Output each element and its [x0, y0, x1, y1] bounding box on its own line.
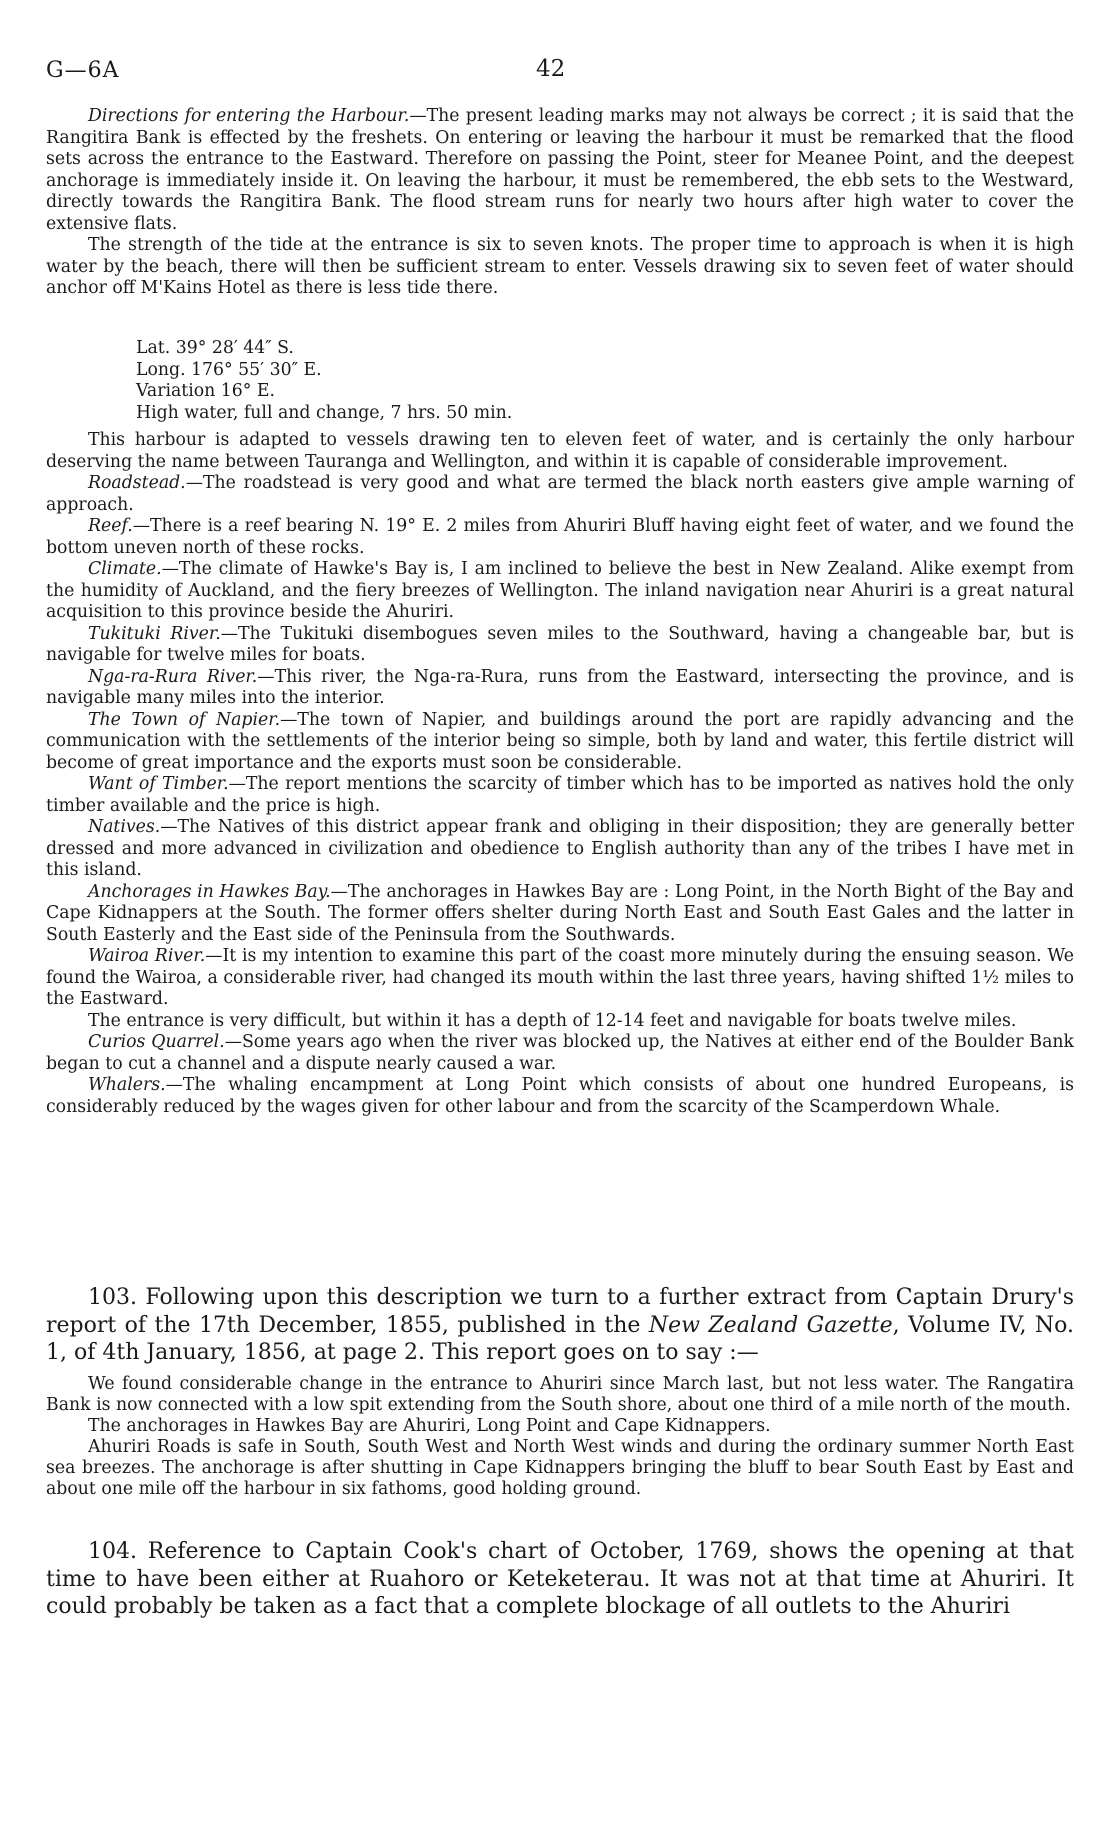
quote-paragraph [46, 667, 1074, 710]
paragraph-text: 104. Reference to Captain Cook's chart of October, 1769, shows the opening at that time to have been either at Ruahoro or Keteketerau. It was not at that time at Ahuriri. It could probably be taken as a fact that a complete blockage of all outlets to the Ahuriri [46, 1539, 1074, 1619]
quote-paragraph [46, 817, 1074, 882]
quote-paragraph [46, 882, 1074, 947]
quote-paragraph [46, 946, 1074, 1011]
paragraph-heading: Natives. [88, 817, 161, 837]
quote-paragraph [46, 1374, 1074, 1416]
paragraph-text: We found considerable change in the entrance to Ahuriri since March last, but not less water. The Rangatira Bank is now connected with a low spit extending from the South shore, about one third of a mile north of the mouth. [46, 1374, 1074, 1415]
quote-paragraph [46, 235, 1074, 300]
paragraph-text: —The present leading marks may not always be correct ; it is said that the Rangitira Bank is effected by the freshets. On entering or leaving the harbour it must be remarked that the flood sets across the entrance to the Eastward. Therefore on passing the Point, steer for Meanee Point, and the deepest anchorage is immediately inside it. On leaving the harbour, it must be remembered, the ebb sets to the Westward, directly towards the Rangitira Bank. The flood stream runs for nearly two hours after high water to cover the extensive flats. [46, 106, 1074, 234]
paragraph-text: —The climate of Hawke's Bay is, I am inclined to believe the best in New Zealand. Alike exempt from the humidity of Auckland, and the fiery breezes of Wellington. The inland navigation near Ahuriri is a great natural acquisition to this province beside the Ahuriri. [46, 559, 1074, 622]
page-number: 42 [536, 56, 566, 82]
paragraph-text: —The anchorages in Hawkes Bay are : Long Point, in the North Bight of the Bay and Cape Kidnappers at the South. The former offers shelter during North East and South East Gales and the latter in South Easterly and the East side of the Peninsula from the Southwards. [46, 881, 1074, 945]
high-water: High water, full and change, 7 hrs. 50 min. [136, 402, 513, 423]
paragraph-text: —This river, the Nga-ra-Rura, runs from the Eastward, intersecting the province, and is navigable many miles into the interior. [46, 666, 1074, 708]
quote-paragraph [46, 1032, 1074, 1075]
paragraph-103 [46, 1284, 1074, 1367]
body-paragraph [46, 1538, 1074, 1621]
quoted-report [46, 430, 1074, 1118]
paragraph-text: —The roadstead is very good and what are termed the black north easters give ample warning of approach. [46, 473, 1074, 515]
quote-paragraph [46, 774, 1074, 817]
paragraph-text: —The Tukituki disembogues seven miles to the Southward, having a changeable bar, but is navigable for twelve miles for boats. [46, 623, 1075, 665]
quoted-drury-report [46, 1374, 1074, 1500]
paragraph-text: —There is a reef bearing N. 19° E. 2 miles from Ahuriri Bluff having eight feet of water, and we found the bottom uneven north of these rocks. [46, 516, 1074, 558]
longitude: Long. 176° 55′ 30″ E. [136, 359, 322, 380]
variation: Variation 16° E. [136, 381, 276, 401]
quoted-directions [46, 106, 1074, 300]
quote-paragraph [46, 559, 1074, 624]
paragraph-104 [46, 1538, 1074, 1621]
paragraph-text: —It is my intention to examine this part of the coast more minutely during the ensuing season. We found the Wairoa, a considerable river, had changed its mouth within the last three years, having shifted 1½ miles to the Eastward. [46, 946, 1074, 1009]
paragraph-heading: Want of Timber. [88, 774, 229, 794]
paragraph-heading: Tukituki River. [88, 623, 221, 644]
quote-paragraph [46, 710, 1074, 775]
paragraph-heading: Wairoa River. [88, 946, 206, 966]
paragraph-heading: Nga-ra-Rura River. [88, 666, 258, 687]
quote-paragraph [46, 1011, 1074, 1033]
publication-title: New Zealand Gazette [648, 1312, 893, 1338]
paragraph-heading: Roadstead. [88, 473, 186, 493]
paragraph-text: The anchorages in Hawkes Bay are Ahuriri, Long Point and Cape Kidnappers. [88, 1416, 771, 1436]
quote-paragraph [46, 624, 1074, 667]
paragraph-heading: The Town of Napier. [88, 709, 281, 730]
paragraph-text: —The whaling encampment at Long Point which consists of about one hundred Europeans, is considerably reduced by the wages given for other labour and from the scarcity of the Scamperdown Whale. [46, 1075, 1074, 1117]
paragraph-text: —The report mentions the scarcity of timber which has to be imported as natives hold the only timber available and the price is high. [46, 774, 1074, 816]
paragraph-text: —The Natives of this district appear frank and obliging in their disposition; they are generally better dressed and more advanced in civilization and obedience to English authority than any of the tribes I have met in this island. [46, 817, 1074, 880]
quote-paragraph [46, 473, 1074, 516]
paragraph-text: The strength of the tide at the entrance is six to seven knots. The proper time to approach is when it is high water by the beach, there will then be sufficient stream to enter. Vessels drawing six to seven feet of water should anchor off M'Kains Hotel as there is less tide there. [46, 235, 1074, 298]
paragraph-text: —The town of Napier, and buildings around the port are rapidly advancing and the communication with the settlements of the interior being so simple, both by land and water, this fertile district will become of great importance and the exports must soon be considerable. [46, 709, 1074, 773]
quote-paragraph [46, 1416, 1074, 1437]
paragraph-text: This harbour is adapted to vessels drawing ten to eleven feet of water, and is certainly the only harbour deserving the name between Tauranga and Wellington, and within it is capable of considerable improvement. [46, 430, 1074, 472]
position-details [136, 338, 736, 424]
latitude: Lat. 39° 28′ 44″ S. [136, 338, 294, 358]
parliamentary-paper-reference: G—6A [46, 58, 120, 83]
paragraph-heading: Directions for entering the Harbour. [88, 106, 410, 126]
quote-paragraph [46, 516, 1074, 559]
paragraph-heading: Climate. [88, 559, 162, 579]
quote-paragraph [46, 106, 1074, 235]
body-paragraph [46, 1284, 1074, 1367]
paragraph-heading: Anchorages in Hawkes Bay. [88, 881, 331, 902]
paragraph-text: 103. Following upon this description we turn to a further extract from Captain Drury's report of the 17th December, 1855, published in the [46, 1285, 1074, 1338]
paragraph-heading: Curios Quarrel. [88, 1032, 225, 1052]
paragraph-text: The entrance is very difficult, but within it has a depth of 12-14 feet and navigable for boats twelve miles. [88, 1010, 1017, 1031]
paragraph-text: , Volume IV, No. 1, of 4th January, 1856, at page 2. This report goes on to say :— [46, 1312, 1074, 1365]
quote-paragraph [46, 430, 1074, 473]
paragraph-heading: Whalers. [88, 1075, 166, 1095]
paragraph-heading: Reef. [88, 516, 133, 536]
paragraph-text: Ahuriri Roads is safe in South, South West and North West winds and during the ordinary summer North East sea breezes. The anchorage is after shutting in Cape Kidnappers bringing the bluff to bear South East by East and about one mile off the harbour in six fathoms, good holding ground. [46, 1437, 1074, 1499]
quote-paragraph [46, 1437, 1074, 1500]
quote-paragraph [46, 1075, 1074, 1118]
paragraph-text: —Some years ago when the river was blocked up, the Natives at either end of the Boulder Bank began to cut a channel and a dispute nearly caused a war. [46, 1032, 1074, 1074]
